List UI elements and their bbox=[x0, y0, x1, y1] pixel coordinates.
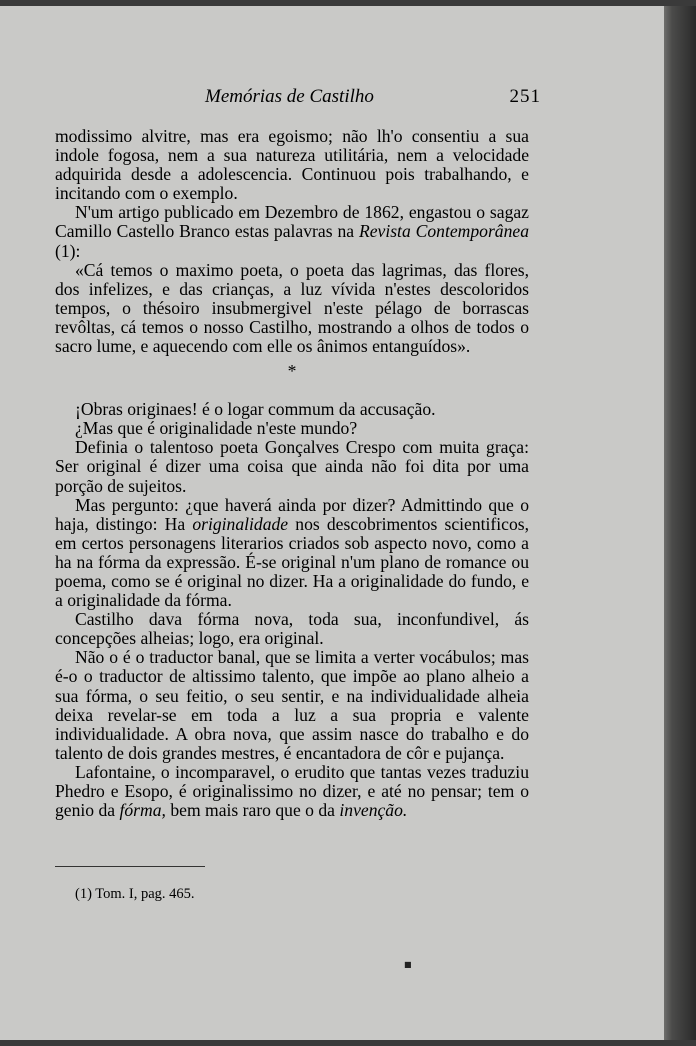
paragraph-lafontaine bbox=[55, 763, 529, 820]
originality-lead: Mas pergunto: ¿que haverá ainda por dizer? Admittindo que o haja, distingo: Ha bbox=[55, 494, 529, 534]
paragraph-originality bbox=[55, 496, 529, 611]
lafontaine-mid: bem mais raro que o da bbox=[165, 800, 340, 821]
intro-text: N'um artigo publicado em Dezembro de 1862, engastou o sagaz Camillo Castello Branco estas palavras na bbox=[55, 202, 529, 242]
page-header bbox=[55, 86, 541, 112]
page-body bbox=[55, 127, 529, 820]
paragraph-translator: Não o é o traductor banal, que se limita a verter vocábulos; mas é-o o traductor de altissimo talento, que impõe ao plano alheio a sua fórma, o seu feitio, o seu sentir, e na individualidade alheia deixa revelar-se em toda a luz a sua propria e valente individualidade. A obra nova, que assim nasce do trabalho e do talento de dois grandes mestres, é encantadora de côr e pujança. bbox=[55, 647, 529, 763]
paragraph-castilho: Castilho dava fórma nova, toda sua, inconfundivel, ás concepções alheias; logo, era original. bbox=[55, 609, 529, 649]
footnote-ref: (1): bbox=[55, 240, 81, 261]
paragraph-question: ¿Mas que é originalidade n'este mundo? bbox=[75, 418, 358, 439]
running-title: Memórias de Castilho bbox=[205, 86, 374, 107]
footnote: (1) Tom. I, pag. 465. bbox=[75, 886, 195, 902]
lafontaine-lead: Lafontaine, o incomparavel, o erudito que tantas vezes traduziu Phedro e Esopo, é originalissimo no dizer, e até no pensar; tem o genio da bbox=[55, 761, 529, 821]
originality-tail: nos descobrimentos scientificos, em certos personagens literarios criados sob aspecto novo, como a ha na fórma da expressão. É-se original n'um plano de romance ou poema, como se é original no dizer. Ha a originalidade do fundo, e a originalidade da fórma. bbox=[55, 513, 529, 611]
paragraph-quote: «Cá temos o maximo poeta, o poeta das lagrimas, das flores, dos infelizes, e das crianças, a luz vívida n'estes descoloridos tempos, o thésoiro insubmergivel n'este pélago de borrascas revôltas, cá temos o nosso Castilho, mostrando a olhos de todos o sacro lume, e aquecendo com elle os ânimos entanguídos». bbox=[55, 259, 529, 357]
lafontaine-forma: fórma, bbox=[119, 800, 166, 821]
page-edge-shadow bbox=[664, 6, 696, 1040]
paragraph-intro bbox=[55, 203, 529, 260]
journal-title: Revista Contemporânea bbox=[358, 221, 530, 242]
originality-term: originalidade bbox=[192, 513, 289, 534]
footnote-rule bbox=[55, 866, 205, 867]
page-number: 251 bbox=[509, 86, 541, 107]
paragraph-exclamation: ¡Obras originaes! é o logar commum da accusação. bbox=[75, 399, 436, 420]
bottom-mark: ■ bbox=[404, 960, 412, 969]
paragraph-continuation: modissimo alvitre, mas era egoismo; não lh'o consentiu a sua indole fogosa, nem a sua natureza utilitária, nem a velocidade adquirida desde a adolescencia. Continuou pois trabalhando, e incitando com o exemplo. bbox=[55, 126, 529, 204]
section-divider-asterisk: * bbox=[287, 361, 297, 382]
lafontaine-invencao: invenção. bbox=[339, 800, 408, 821]
paragraph-crespo: Definia o talentoso poeta Gonçalves Crespo com muita graça: Ser original é dizer uma coisa que ainda não foi dita por uma porção de sujeitos. bbox=[55, 437, 529, 496]
